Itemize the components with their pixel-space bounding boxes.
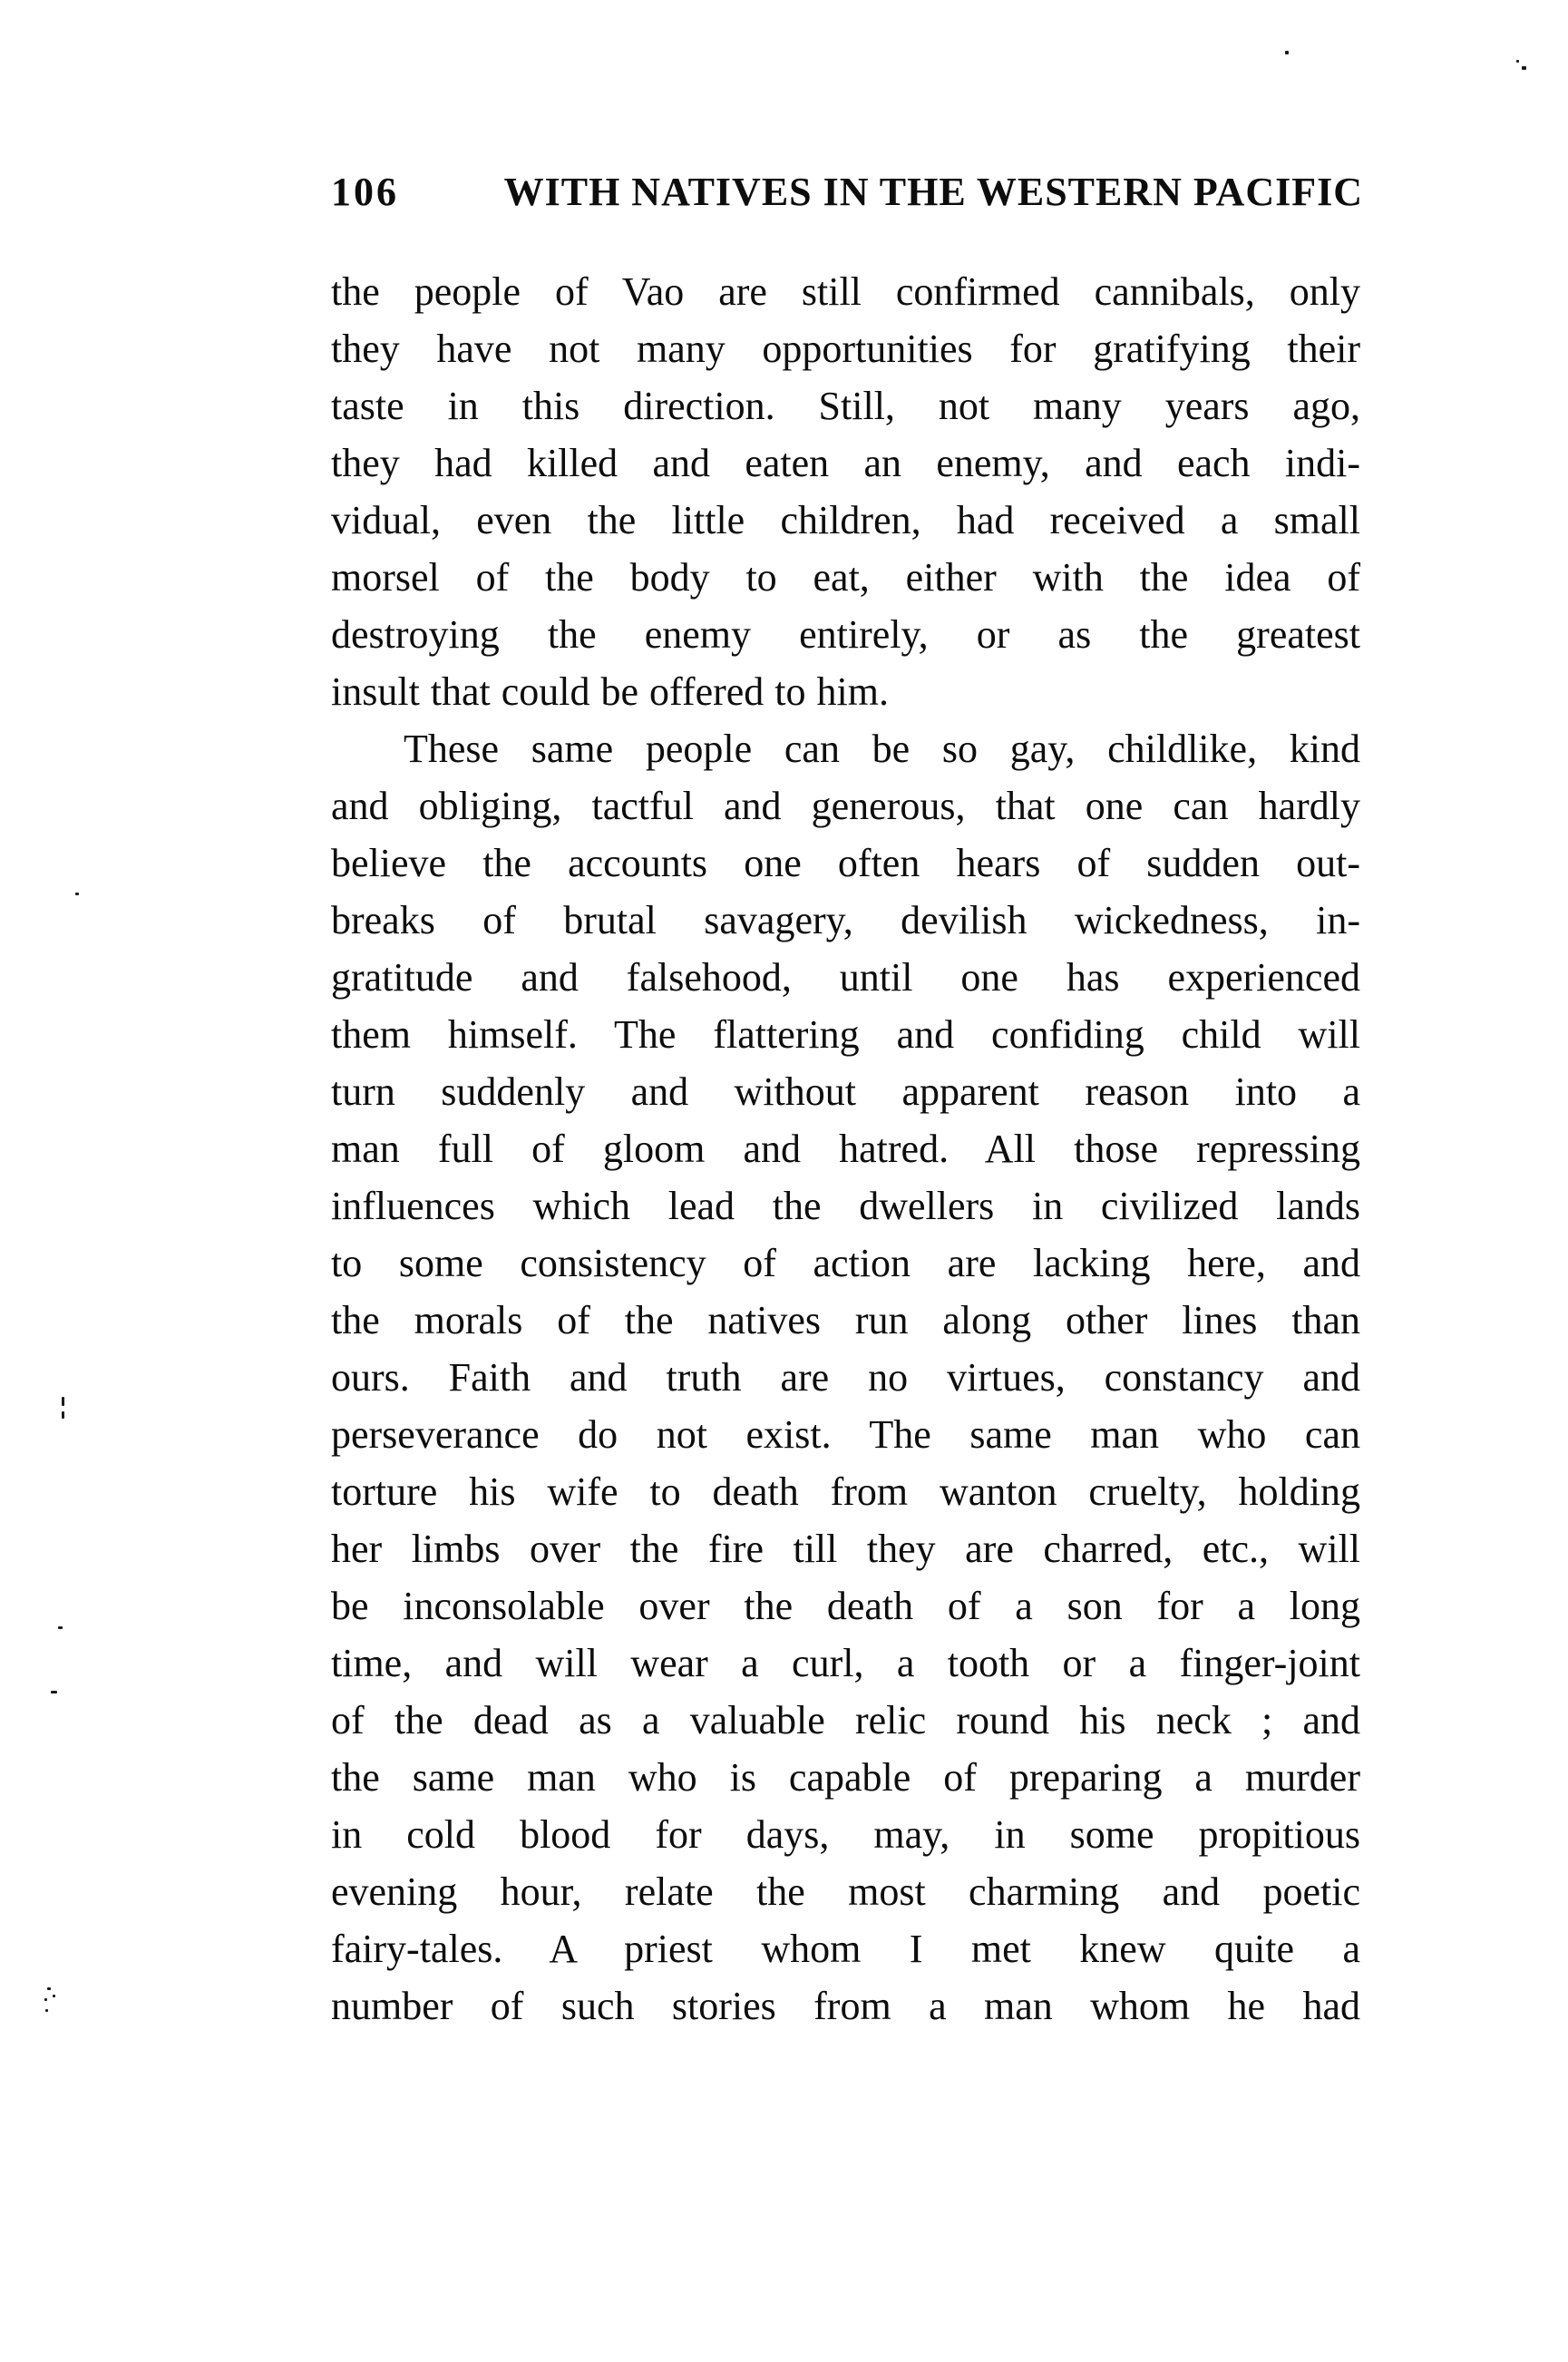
- text-line: breaks of brutal savagery, devilish wickedness, in-: [331, 898, 1360, 942]
- scan-speck: [45, 2009, 48, 2012]
- text-line: perseverance do not exist. The same man who can: [331, 1412, 1360, 1457]
- scan-speck: [1516, 60, 1519, 63]
- text-line: time, and will wear a curl, a tooth or a finger-joint: [331, 1641, 1360, 1685]
- text-line: in cold blood for days, may, in some propitious: [331, 1812, 1360, 1857]
- text-line: fairy-tales. A priest whom I met knew quite a: [331, 1927, 1360, 1971]
- scan-speck: [58, 1626, 63, 1629]
- text-line: evening hour, relate the most charming and poetic: [331, 1869, 1360, 1914]
- text-line: number of such stories from a man whom he had: [331, 1984, 1360, 2028]
- scan-speck: [53, 1995, 55, 1997]
- text-line: the people of Vao are still confirmed cannibals, only: [331, 269, 1360, 314]
- page-number: 106: [331, 170, 399, 214]
- text-line: believe the accounts one often hears of sudden out-: [331, 841, 1360, 885]
- text-line: and obliging, tactful and generous, that one can hardly: [331, 784, 1360, 828]
- text-line: insult that could be offered to him.: [331, 669, 889, 714]
- page-body-text: [331, 263, 1360, 2035]
- scan-speck: [44, 1998, 47, 2001]
- text-line: to some consistency of action are lacking here, and: [331, 1241, 1360, 1285]
- text-line: they have not many opportunities for gratifying their: [331, 327, 1360, 371]
- text-line: man full of gloom and hatred. All those repressing: [331, 1127, 1360, 1171]
- text-line: of the dead as a valuable relic round his neck ; and: [331, 1698, 1360, 1742]
- text-line: the same man who is capable of preparing a murder: [331, 1755, 1360, 1800]
- text-line: destroying the enemy entirely, or as the greatest: [331, 612, 1360, 657]
- text-line: influences which lead the dwellers in civilized lands: [331, 1184, 1360, 1228]
- scan-speck: [62, 1411, 64, 1419]
- text-line: These same people can be so gay, childlike, kind: [404, 727, 1360, 771]
- text-line: taste in this direction. Still, not many years ago,: [331, 384, 1360, 428]
- scan-speck: [47, 1987, 51, 1990]
- scan-speck: [51, 1691, 57, 1693]
- scan-speck: [1285, 51, 1289, 54]
- text-line: turn suddenly and without apparent reason into a: [331, 1069, 1360, 1114]
- text-line: her limbs over the fire till they are charred, etc., will: [331, 1527, 1360, 1571]
- text-line: torture his wife to death from wanton cruelty, holding: [331, 1469, 1360, 1514]
- text-line: them himself. The flattering and confiding child will: [331, 1012, 1360, 1057]
- text-line: they had killed and eaten an enemy, and each indi-: [331, 441, 1360, 485]
- text-line: be inconsolable over the death of a son for a long: [331, 1584, 1360, 1628]
- running-title: WITH NATIVES IN THE WESTERN PACIFIC: [503, 170, 1363, 214]
- text-line: morsel of the body to eat, either with the idea of: [331, 555, 1360, 600]
- scan-speck: [62, 1397, 64, 1406]
- text-line: vidual, even the little children, had received a small: [331, 498, 1360, 542]
- scan-speck: [1522, 66, 1526, 70]
- text-line: the morals of the natives run along other lines than: [331, 1298, 1360, 1342]
- scan-speck: [75, 893, 79, 895]
- text-line: gratitude and falsehood, until one has experienced: [331, 955, 1360, 1000]
- text-line: ours. Faith and truth are no virtues, constancy and: [331, 1355, 1360, 1400]
- running-head: [331, 172, 1363, 212]
